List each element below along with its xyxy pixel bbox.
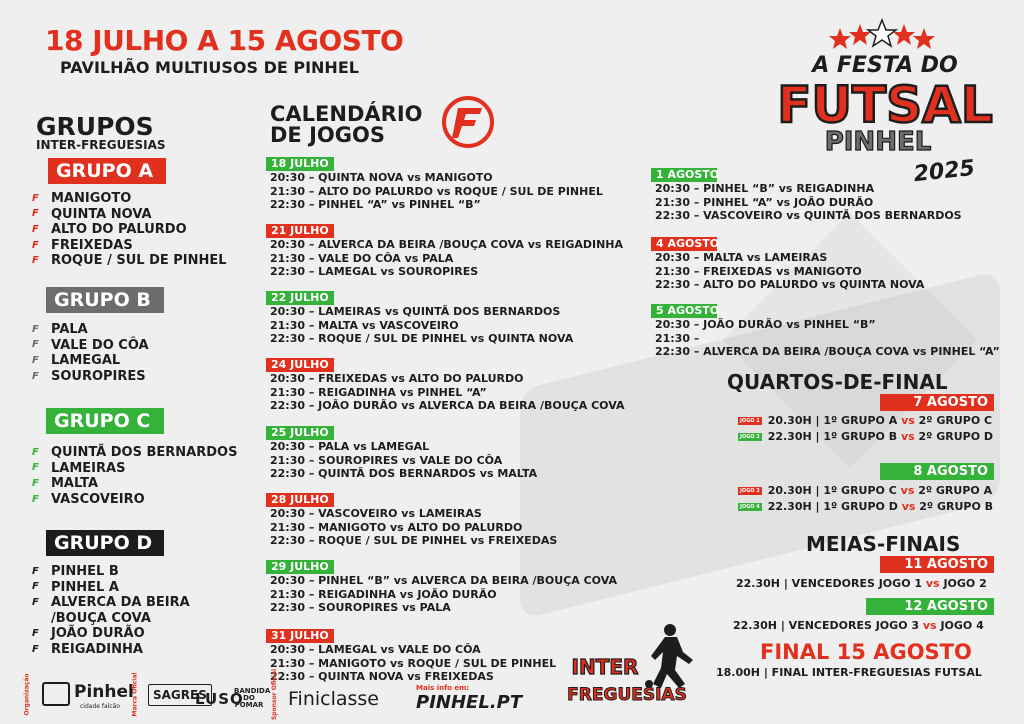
team-item: F VALE DO CÔA xyxy=(32,337,149,353)
group-b-label: GRUPO B xyxy=(46,287,164,313)
game-line: 22:30 – JOÃO DURÃO vs ALVERCA DA BEIRA /BOUÇA COVA xyxy=(270,399,625,412)
game-line: 21:30 – FREIXEDAS vs MANIGOTO xyxy=(655,264,862,278)
game-line: 20:30 – FREIXEDAS vs ALTO DO PALURDO xyxy=(270,372,524,385)
team-item: F PALA xyxy=(32,322,88,337)
game-line: 20:30 – LAMEGAL vs VALE DO CÔA xyxy=(270,643,481,656)
svg-text:INTER: INTER xyxy=(571,655,639,679)
futsal-f-icon: F xyxy=(32,643,39,655)
game-line: 21:30 – MANIGOTO vs ALTO DO PALURDO xyxy=(270,520,523,534)
team-item: F LAMEGAL xyxy=(32,353,121,369)
group-d-teams xyxy=(32,564,190,658)
futsal-f-icon: F xyxy=(32,223,39,235)
group-a-teams xyxy=(32,191,227,269)
team-item: F FREIXEDAS xyxy=(32,237,133,253)
team-item: F PINHEL B xyxy=(32,564,119,579)
event-dates: 18 JULHO A 15 AGOSTO xyxy=(45,24,404,57)
sponsor-label: Sponsor Oficial xyxy=(271,668,279,720)
qf-date: 8 AGOSTO xyxy=(880,463,994,480)
sf-date: 11 AGOSTO xyxy=(880,556,994,573)
logo-line2: FUTSAL xyxy=(777,76,993,134)
day-block xyxy=(266,152,603,212)
game-line: 20:30 – LAMEIRAS vs QUINTÃ DOS BERNARDOS xyxy=(270,305,561,318)
day-block xyxy=(266,353,625,413)
game-line: 21:30 – SOUROPIRES vs VALE DO CÔA xyxy=(270,453,503,467)
sf-game: 22.30H | VENCEDORES JOGO 1 vs JOGO 2 xyxy=(736,577,987,590)
calendar-title: CALENDÁRIO DE JOGOS xyxy=(270,102,423,147)
day-date: 25 JULHO xyxy=(266,426,334,440)
futsal-f-icon: F xyxy=(32,370,39,382)
game-line: 21:30 – MALTA vs VASCOVEIRO xyxy=(270,318,459,332)
day-date: 21 JULHO xyxy=(266,224,334,238)
futsal-f-icon: F xyxy=(32,323,39,335)
group-b-teams xyxy=(32,322,149,384)
pinhel-logo: Pinhel xyxy=(74,682,134,702)
group-c-teams xyxy=(32,445,237,507)
day-block xyxy=(266,488,557,548)
qf-date: 7 AGOSTO xyxy=(880,394,994,411)
sponsor-label-box xyxy=(270,668,280,720)
day-date: 28 JULHO xyxy=(266,493,334,507)
groups-title: GRUPOS xyxy=(36,112,154,141)
team-item: F LAMEIRAS xyxy=(32,460,126,476)
logo-year: 2025 xyxy=(912,155,977,188)
game-line: 20:30 – MALTA vs LAMEIRAS xyxy=(655,251,828,264)
game-line: 22:30 – ALTO DO PALURDO vs QUINTA NOVA xyxy=(655,278,925,291)
game-line: 22:30 – ALVERCA DA BEIRA /BOUÇA COVA vs PINHEL “A” xyxy=(655,345,1000,358)
stars-icon xyxy=(829,20,935,49)
day-date: 5 AGOSTO xyxy=(651,304,717,318)
qf-game: JOGO 1 20.30H | 1º GRUPO A vs 2º GRUPO C xyxy=(740,414,993,427)
group-d-label: GRUPO D xyxy=(46,530,164,556)
futsal-f-icon: F xyxy=(32,565,39,577)
event-venue: PAVILHÃO MULTIUSOS DE PINHEL xyxy=(60,58,359,77)
futsal-f-icon: F xyxy=(32,339,39,351)
day-date: 31 JULHO xyxy=(266,629,334,643)
team-item: F ROQUE / SUL DE PINHEL xyxy=(32,253,227,269)
website-link[interactable]: PINHEL.PT xyxy=(416,692,523,713)
team-item: F QUINTÃ DOS BERNARDOS xyxy=(32,445,238,460)
day-block xyxy=(266,555,617,615)
more-info-label: Mais info em: xyxy=(416,684,470,692)
day-block xyxy=(266,624,556,684)
game-line: 21:30 – xyxy=(655,331,700,345)
bandida-logo: BANDIDA DO POMAR xyxy=(234,687,271,709)
game-line: 21:30 – VALE DO CÔA vs PALA xyxy=(270,251,454,265)
game-number-tag: JOGO 4 xyxy=(740,504,760,510)
day-block xyxy=(266,286,573,346)
final-title: FINAL 15 AGOSTO xyxy=(760,640,972,664)
day-block xyxy=(651,163,962,223)
game-line: 21:30 – ALTO DO PALURDO vs ROQUE / SUL DE PINHEL xyxy=(270,184,603,198)
futsal-f-icon: F xyxy=(32,596,39,608)
futsal-f-icon: F xyxy=(32,493,39,505)
inter-freguesias-logo xyxy=(565,622,705,712)
day-block xyxy=(651,232,924,292)
game-line: 22:30 – PINHEL “A” vs PINHEL “B” xyxy=(270,198,481,211)
game-line: 20:30 – JOÃO DURÃO vs PINHEL “B” xyxy=(655,318,876,331)
game-line: 20:30 – VASCOVEIRO vs LAMEIRAS xyxy=(270,507,482,520)
game-line: 21:30 – REIGADINHA vs PINHEL “A” xyxy=(270,385,487,399)
team-item: F JOÃO DURÃO xyxy=(32,626,145,642)
groups-subtitle: INTER-FREGUESIAS xyxy=(36,138,166,152)
player-silhouette-icon xyxy=(645,624,693,688)
logo-line1: A FESTA DO xyxy=(812,53,958,78)
futsal-f-icon: F xyxy=(32,628,39,640)
team-item: F QUINTA NOVA xyxy=(32,206,152,222)
futsal-f-icon: F xyxy=(32,354,39,366)
futsal-f-icon: F xyxy=(32,255,39,267)
team-item: F REIGADINHA xyxy=(32,641,143,657)
sf-date: 12 AGOSTO xyxy=(866,598,994,615)
pinhel-subtitle: cidade falcão xyxy=(80,703,120,710)
futsal-f-icon: F xyxy=(32,462,39,474)
futsal-f-icon: F xyxy=(32,446,39,458)
logo-line3: PINHEL xyxy=(824,127,932,157)
group-a-label: GRUPO A xyxy=(48,158,166,184)
game-line: 22:30 – ROQUE / SUL DE PINHEL vs QUINTA NOVA xyxy=(270,332,574,345)
pinhel-crest-icon xyxy=(42,682,70,706)
futsal-f-icon: F xyxy=(32,477,39,489)
org-label: Organização xyxy=(23,673,31,715)
game-line: 21:30 – REIGADINHA vs JOÃO DURÃO xyxy=(270,587,497,601)
team-item: F VASCOVEIRO xyxy=(32,491,145,507)
game-line: 22:30 – ROQUE / SUL DE PINHEL vs FREIXEDAS xyxy=(270,534,558,547)
day-date: 29 JULHO xyxy=(266,560,334,574)
day-block xyxy=(266,421,537,481)
day-block xyxy=(651,299,1000,359)
finiclasse-logo: Finiclasse xyxy=(288,688,380,710)
svg-text:FREGUESIAS: FREGUESIAS xyxy=(567,685,687,705)
group-c-label: GRUPO C xyxy=(46,408,164,434)
team-item: F MANIGOTO xyxy=(32,191,132,206)
day-date: 18 JULHO xyxy=(266,157,334,171)
team-item: /BOUÇA COVA xyxy=(51,610,151,626)
day-date: 24 JULHO xyxy=(266,358,334,372)
game-line: 21:30 – PINHEL “A” vs JOÃO DURÃO xyxy=(655,195,874,209)
game-number-tag: JOGO 3 xyxy=(740,488,760,494)
day-date: 22 JULHO xyxy=(266,291,334,305)
official-label: Marca Oficial xyxy=(131,672,139,716)
game-line: 22:30 – QUINTÃ DOS BERNARDOS vs MALTA xyxy=(270,467,538,480)
game-line: 20:30 – ALVERCA DA BEIRA /BOUÇA COVA vs REIGADINHA xyxy=(270,238,624,251)
qf-game: JOGO 2 22.30H | 1º GRUPO B vs 2º GRUPO D xyxy=(740,430,994,443)
game-number-tag: JOGO 1 xyxy=(740,418,760,424)
game-line: 22:30 – VASCOVEIRO vs QUINTÃ DOS BERNARDOS xyxy=(655,209,962,222)
team-item: F ALVERCA DA BEIRA xyxy=(32,595,190,611)
team-item: F MALTA xyxy=(32,476,99,492)
qf-game: JOGO 4 22.30H | 1º GRUPO D vs 2º GRUPO B xyxy=(740,500,994,513)
sf-game: 22.30H | VENCEDORES JOGO 3 vs JOGO 4 xyxy=(733,619,984,632)
game-line: 20:30 – PINHEL “B” vs ALVERCA DA BEIRA /BOUÇA COVA xyxy=(270,574,618,587)
official-label-box xyxy=(130,672,140,716)
futsal-f-logo-icon xyxy=(436,94,500,150)
game-line: 20:30 – PINHEL “B” vs REIGADINHA xyxy=(655,182,875,195)
game-number-tag: JOGO 2 xyxy=(740,434,760,440)
day-date: 1 AGOSTO xyxy=(651,168,717,182)
futsal-f-icon: F xyxy=(32,239,39,251)
org-label-box xyxy=(22,673,32,715)
quarterfinals-title: QUARTOS-DE-FINAL xyxy=(727,370,948,394)
qf-game: JOGO 3 20.30H | 1º GRUPO C vs 2º GRUPO A xyxy=(740,484,993,497)
game-line: 20:30 – PALA vs LAMEGAL xyxy=(270,440,430,453)
team-item: F ALTO DO PALURDO xyxy=(32,222,187,238)
game-line: 22:30 – QUINTA NOVA vs FREIXEDAS xyxy=(270,670,494,683)
luso-logo: LUSO xyxy=(195,690,244,708)
semifinals-title: MEIAS-FINAIS xyxy=(806,532,961,556)
sagres-logo: SAGRES xyxy=(148,684,212,706)
futsal-f-icon: F xyxy=(32,208,39,220)
day-block xyxy=(266,219,623,279)
game-line: 20:30 – QUINTA NOVA vs MANIGOTO xyxy=(270,171,493,184)
final-subtitle: 18.00H | FINAL INTER-FREGUESIAS FUTSAL xyxy=(716,666,982,679)
team-item: F SOUROPIRES xyxy=(32,368,146,384)
futsal-f-icon: F xyxy=(32,581,39,593)
game-line: 22:30 – LAMEGAL vs SOUROPIRES xyxy=(270,265,479,278)
futsal-f-icon: F xyxy=(32,192,39,204)
game-line: 22:30 – SOUROPIRES vs PALA xyxy=(270,601,451,614)
team-item: F PINHEL A xyxy=(32,579,119,595)
game-line: 21:30 – MANIGOTO vs ROQUE / SUL DE PINHEL xyxy=(270,656,557,670)
day-date: 4 AGOSTO xyxy=(651,237,717,251)
